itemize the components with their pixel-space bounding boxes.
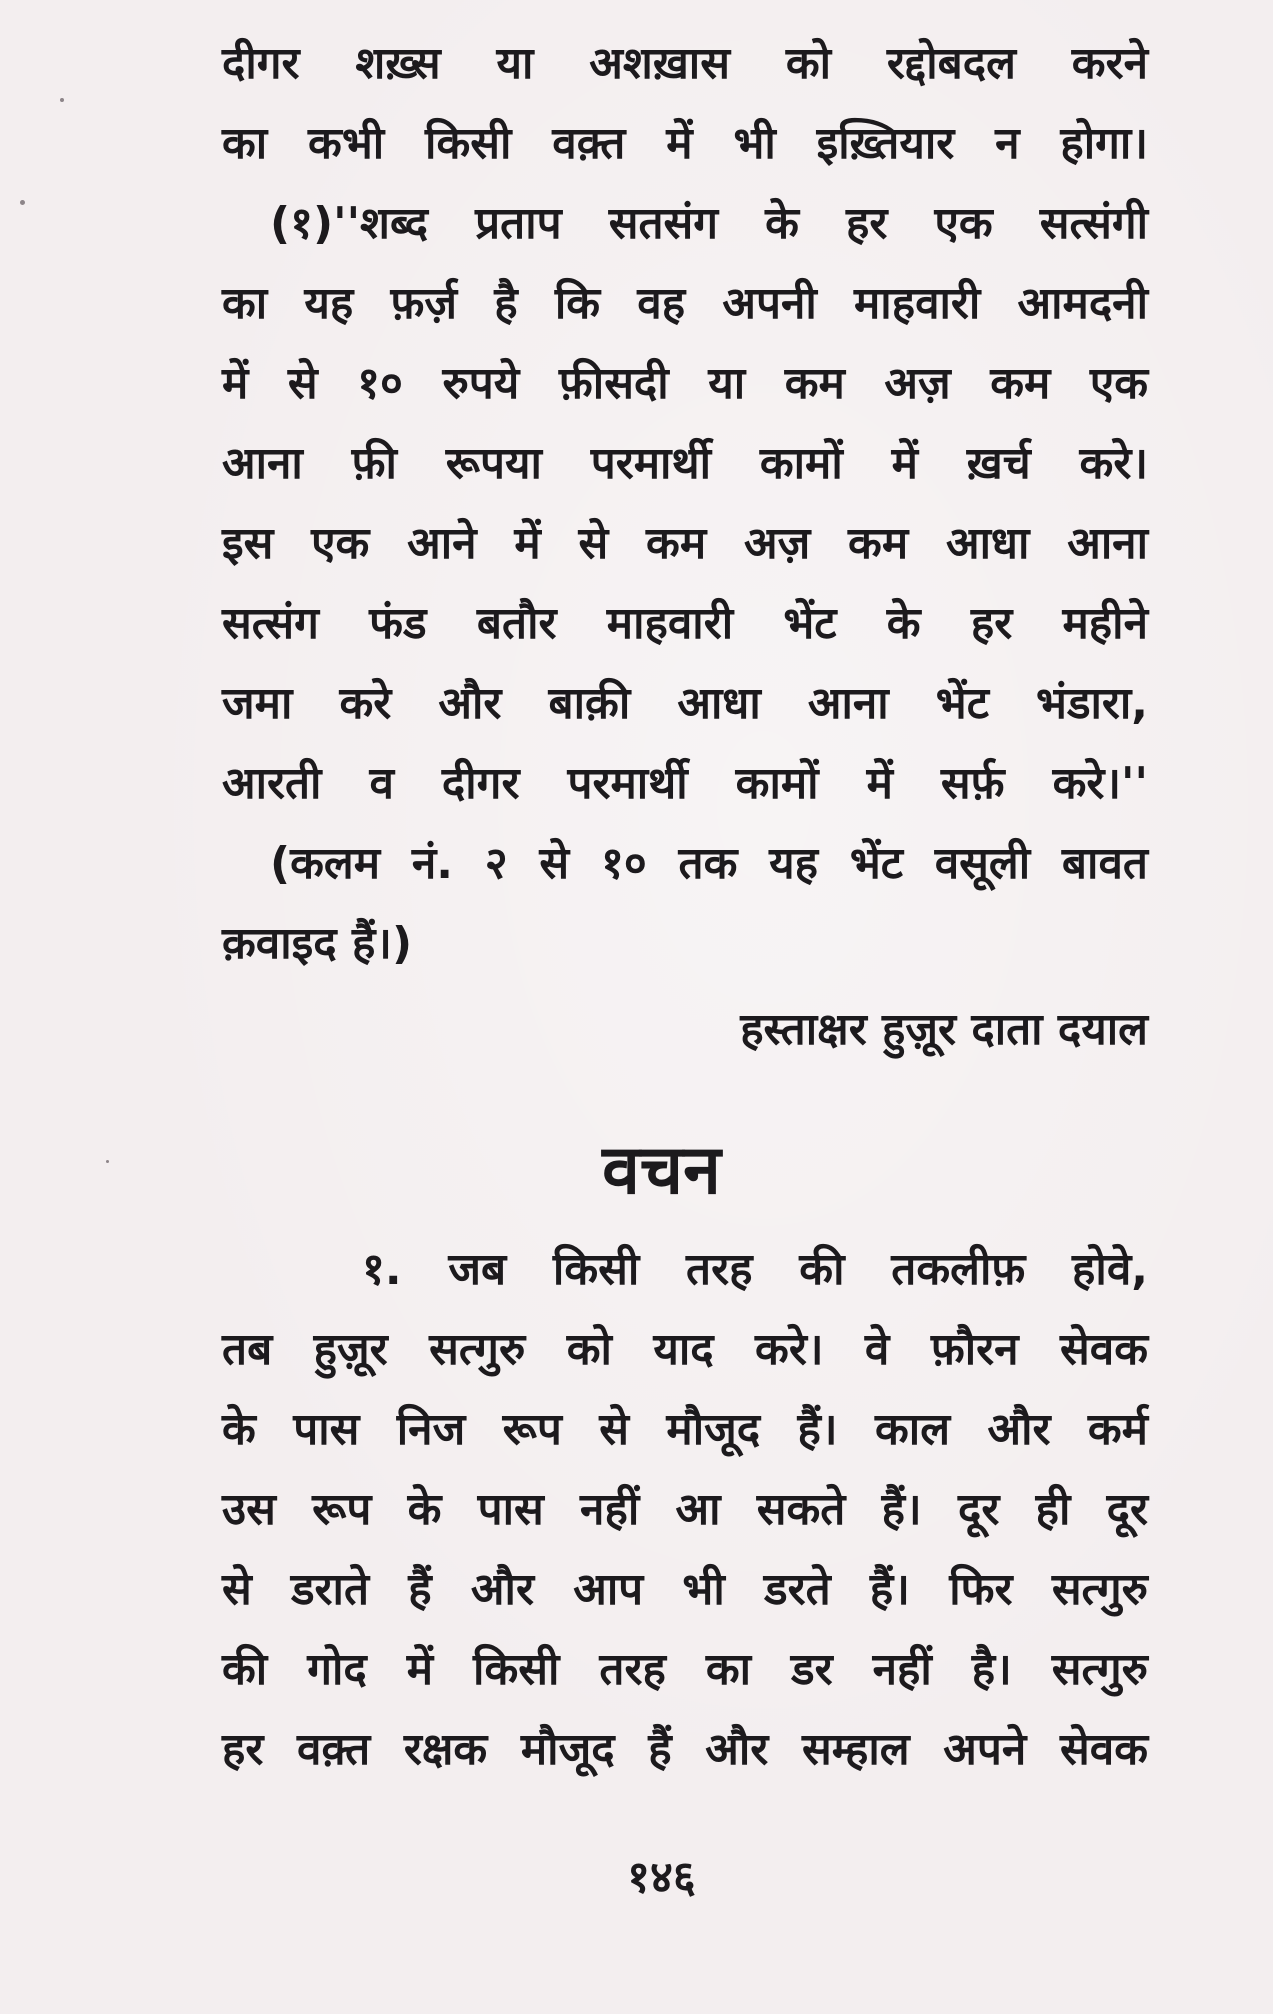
text-line: का कभी किसी वक़्त में भी इख़्तियार न होगा। bbox=[222, 118, 1148, 169]
paragraph-rule-1 bbox=[222, 184, 1148, 824]
paragraph-note bbox=[222, 824, 1148, 984]
text-line: क़वाइद हैं।) bbox=[222, 918, 413, 969]
signature-line: हस्ताक्षर हुज़ूर दाता दयाल bbox=[740, 1004, 1148, 1055]
text-line: के पास निज रूप से मौजूद हैं। काल और कर्म bbox=[222, 1404, 1148, 1455]
paper-speck bbox=[60, 98, 64, 102]
paragraph-continuation bbox=[222, 24, 1148, 184]
paper-speck bbox=[20, 200, 25, 205]
paragraph-vachan-1 bbox=[222, 1230, 1148, 1790]
text-line: (१)''शब्द प्रताप सतसंग के हर एक सत्संगी bbox=[270, 198, 1148, 249]
text-line: का यह फ़र्ज़ है कि वह अपनी माहवारी आमदनी bbox=[222, 278, 1148, 329]
text-line: की गोद में किसी तरह का डर नहीं है। सत्गुरु bbox=[222, 1644, 1148, 1695]
text-line: दीगर शख़्स या अशख़ास को रद्दोबदल करने bbox=[222, 38, 1148, 89]
text-line: जमा करे और बाक़ी आधा आना भेंट भंडारा, bbox=[222, 678, 1148, 729]
text-line: आरती व दीगर परमार्थी कामों में सर्फ़ करे।'' bbox=[222, 758, 1148, 809]
page-number: १४६ bbox=[627, 1852, 696, 1903]
text-line: हर वक़्त रक्षक मौजूद हैं और सम्हाल अपने सेवक bbox=[222, 1724, 1148, 1775]
section-heading: वचन bbox=[602, 1131, 721, 1210]
text-line: उस रूप के पास नहीं आ सकते हैं। दूर ही दूर bbox=[222, 1484, 1148, 1535]
text-line: इस एक आने में से कम अज़ कम आधा आना bbox=[222, 518, 1148, 569]
text-line: सत्संग फंड बतौर माहवारी भेंट के हर महीने bbox=[222, 598, 1148, 649]
text-line: आना फ़ी रूपया परमार्थी कामों में ख़र्च करे। bbox=[222, 438, 1148, 489]
text-line: तब हुज़ूर सत्गुरु को याद करे। वे फ़ौरन सेवक bbox=[222, 1324, 1148, 1375]
text-line: १. जब किसी तरह की तकलीफ़ होवे, bbox=[362, 1244, 1148, 1295]
text-line: में से १० रुपये फ़ीसदी या कम अज़ कम एक bbox=[222, 358, 1148, 409]
text-line: (कलम नं. २ से १० तक यह भेंट वसूली बावत bbox=[270, 838, 1148, 889]
text-line: से डराते हैं और आप भी डरते हैं। फिर सत्गुरु bbox=[222, 1564, 1148, 1615]
